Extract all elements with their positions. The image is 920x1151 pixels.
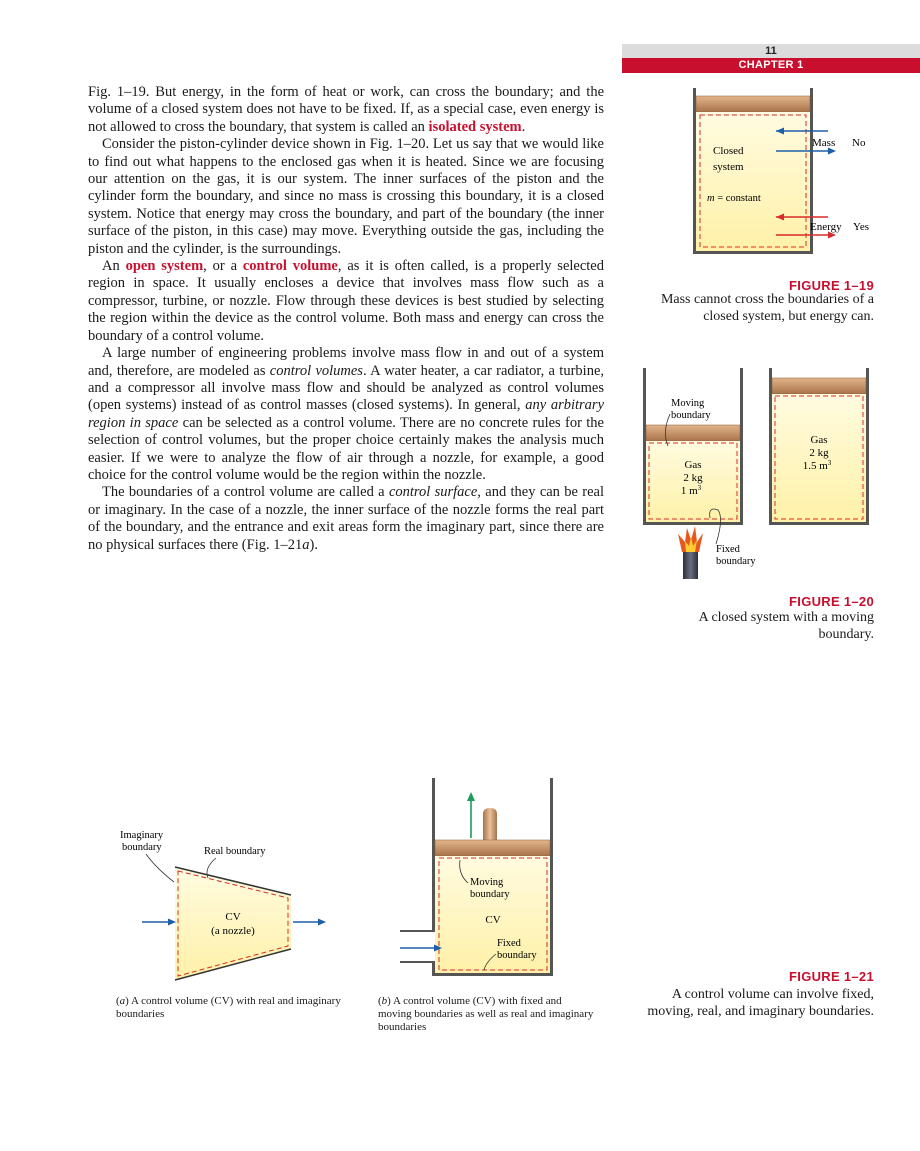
cv-cylinder-bottom (432, 973, 553, 976)
cylinder-bottom (693, 251, 813, 254)
chapter-label: CHAPTER 1 (738, 59, 804, 71)
moving-boundary-label: boundary (671, 410, 711, 421)
body-text (88, 84, 604, 554)
right-cylinder-bottom (769, 522, 869, 525)
left-gas-label: Gas (684, 459, 702, 471)
chapter-band (622, 58, 920, 73)
figure-1-20-caption: A closed system with a moving boundary. (698, 610, 874, 642)
page-number: 11 (765, 45, 777, 57)
figure-1-21-label: FIGURE 1–21 (789, 969, 874, 984)
nozzle-label: (a nozzle) (211, 925, 255, 937)
cv-moving-label: Moving (470, 877, 504, 888)
cv-cylinder-right-wall (550, 778, 553, 976)
right-mass-label: 2 kg (809, 447, 829, 459)
left-mass-label: 2 kg (683, 472, 703, 484)
piston (696, 96, 810, 112)
p5-emphasis: control surface, (388, 484, 481, 501)
figure-1-19-label: FIGURE 1–19 (789, 278, 874, 293)
figure-1-19-caption: Mass cannot cross the boundaries of a closed system, but energy can. (660, 292, 874, 324)
imaginary-pointer (146, 854, 174, 882)
inlet-arrow-head (168, 919, 176, 926)
cv-cylinder-left-wall-upper (432, 778, 435, 930)
mass-label: Mass (812, 137, 836, 149)
p5-emphasis-2: a (302, 536, 310, 553)
figure-1-21-caption: A control volume can involve fixed, moving, real, and imaginary boundaries. (647, 987, 874, 1019)
left-cylinder-right-wall (740, 368, 743, 525)
yes-label: Yes (853, 221, 870, 233)
p3-text-a: An (102, 258, 126, 275)
p4-emphasis-2: any arbitrary region in space (88, 397, 605, 431)
fixed-label: Fixed (716, 544, 740, 555)
left-volume-label: 1 $m^3$ (680, 484, 702, 497)
piston-rod (483, 808, 497, 840)
figure-1-20-label: FIGURE 1–20 (789, 594, 874, 609)
inlet-pipe-top (400, 930, 435, 932)
closed-label: Closed (713, 145, 744, 157)
piston-motion-arrow-head (467, 792, 475, 801)
left-cylinder-left-wall (643, 368, 646, 525)
p5-text-a: The boundaries of a control volume are called a (102, 484, 389, 501)
term-open-system: open system (125, 258, 204, 275)
figure-1-21a-diagram (108, 822, 338, 992)
p3-text-b: , or a (203, 258, 243, 275)
fixed-boundary-label: boundary (716, 556, 756, 567)
p1-text-a: Fig. 1–19. But energy, in the form of heat or work, can cross the boundary; and the volume of a closed system does not have to be fixed. If, as a special case, even energy is not allowed to cross the boundary, that system is called an (88, 84, 604, 135)
nozzle-region (175, 867, 291, 980)
figure-1-21a-caption: (a) A control volume (CV) with real and imaginary boundaries (116, 995, 341, 1020)
cv-fixed-boundary-label: boundary (497, 950, 537, 961)
cv-label-b: CV (485, 914, 501, 926)
p4-text-b: . A water heater, a car radiator, a turbine, and a compressor all involve mass flow and should be analyzed as control volumes (open systems) instead of as control masses (closed systems). In general, (88, 362, 605, 414)
figure-1-19-diagram (688, 88, 888, 258)
paragraph-2: Consider the piston-cylinder device shown in Fig. 1–20. Let us say that we would like to find out what happens to the enclosed gas when it is heated. Since we are focusing our attention on the gas, it is our system. The inner surfaces of the piston and the cylinder form the boundary, and since no mass is crossing this boundary, it is a closed system. Notice that energy may cross the boundary, and part of the boundary (the inner surface of the piston, in this case) may move. Everything outside the gas, including the piston and the cylinder, is the surroundings. (88, 136, 604, 257)
gas-region (696, 112, 810, 251)
cv-fixed-label: Fixed (497, 938, 521, 949)
imaginary-label: Imaginary (120, 830, 164, 841)
p4-emphasis-1: control volumes (269, 362, 363, 379)
paragraph-3 (88, 258, 604, 345)
left-piston (646, 425, 740, 441)
term-control-volume: control volume (242, 258, 338, 275)
p1-text-b: . (521, 118, 526, 135)
term-isolated-system: isolated system (428, 118, 522, 135)
page-number-band (622, 44, 920, 58)
cv-label: CV (225, 911, 241, 923)
no-label: No (852, 137, 866, 149)
cv-piston (435, 840, 550, 856)
figure-1-21b-diagram (390, 778, 575, 988)
inlet-pipe-bottom (400, 961, 435, 963)
paragraph-1 (88, 84, 604, 136)
right-gas-label: Gas (810, 434, 828, 446)
paragraph-4 (88, 345, 604, 484)
burner (683, 552, 698, 579)
p5-text-b: and they can be real or imaginary. In the case of a nozzle, the inner surface of the nozzle forms the real part of the boundary, and the entrance and exit areas form the imaginary part, since there are no physical surfaces there (Fig. 1–21 (88, 484, 605, 553)
cylinder-left-wall (693, 88, 696, 254)
figure-1-21b-caption: (b) A control volume (CV) with fixed and moving boundaries as well as real and imaginary boundaries (378, 995, 594, 1033)
right-cylinder-left-wall (769, 368, 772, 525)
outlet-arrow-head (318, 919, 326, 926)
cv-moving-boundary-label: boundary (470, 889, 510, 900)
left-cylinder-bottom (643, 522, 743, 525)
right-piston (772, 378, 866, 394)
right-cylinder-right-wall (866, 368, 869, 525)
right-volume-label: 1.5 $m^3$ (802, 459, 832, 472)
p5-text-c: ). (309, 536, 318, 553)
p4-text-c: can be selected as a control volume. There are no concrete rules for the selection of control volumes, but the proper choice certainly makes the analysis much easier. If we were to analyze the flow of air through a nozzle, for example, a good choice for the control volume would be the region within the nozzle. (88, 414, 604, 483)
p4-text-a: A large number of engineering problems involve mass flow in and out of a system and, therefore, are modeled as (88, 345, 604, 379)
paragraph-5 (88, 484, 604, 554)
energy-label: Energy (810, 221, 842, 233)
mass-constant-label: m = constant (707, 193, 761, 204)
imaginary-boundary-label: boundary (122, 842, 162, 853)
p3-text-c: , as it is often called, is a properly selected region in space. It usually encloses a device that involves mass flow such as a compressor, turbine, or nozzle. Flow through these devices is best studied by selecting the region within the device as the control volume. Both mass and energy can cross the boundary of a control volume. (88, 258, 604, 344)
moving-label: Moving (671, 398, 705, 409)
system-label: system (713, 161, 744, 173)
real-boundary-label: Real boundary (204, 846, 266, 857)
figure-1-20-diagram (638, 368, 878, 583)
